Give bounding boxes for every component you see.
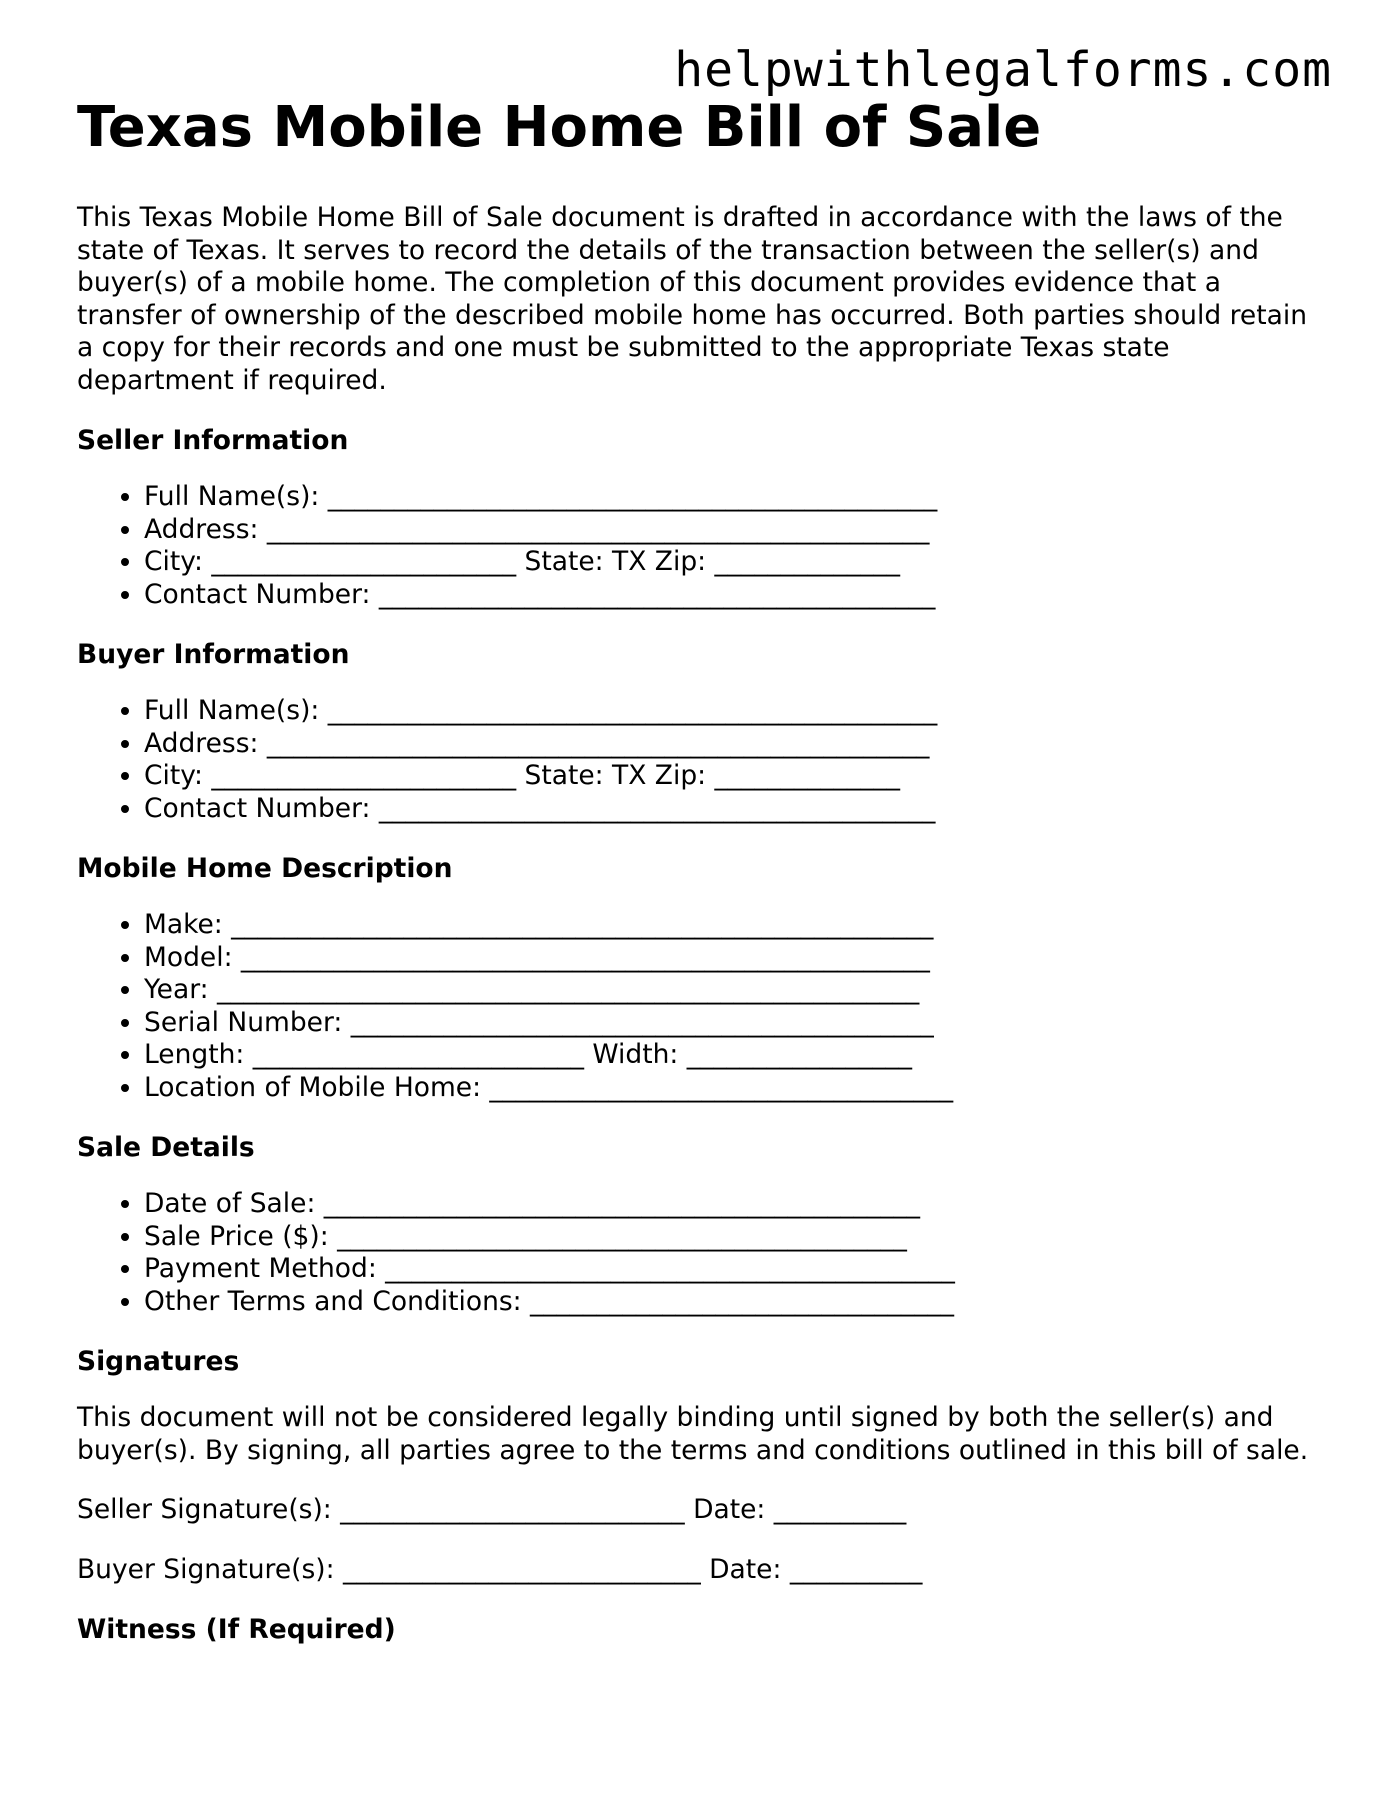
length-width-field[interactable]: • Length: _________________________ Width: _________________ xyxy=(144,1039,1327,1072)
signatures-paragraph: This document will not be considered legally binding until signed by both the seller(s) and buyer(s). By signing, all parties agree to the terms and conditions outlined in this bill of sale. xyxy=(77,1402,1309,1466)
other-terms-field[interactable]: • Other Terms and Conditions: ________________________________ xyxy=(144,1286,1327,1319)
mobile-home-list xyxy=(77,909,1327,1104)
sale-price-field[interactable]: • Sale Price ($): ___________________________________________ xyxy=(144,1221,1327,1254)
intro-paragraph: This Texas Mobile Home Bill of Sale document is drafted in accordance with the laws of the state of Texas. It serves to record the details of the transaction between the seller(s) and buyer(s) of a mobile home. The completion of this document provides evidence that a transfer of ownership of the described mobile home has occurred. Both parties should retain a copy for their records and one must be submitted to the appropriate Texas state department if required. xyxy=(77,202,1307,396)
serial-number-field[interactable]: • Serial Number: ____________________________________________ xyxy=(144,1007,1327,1040)
buyer-list xyxy=(77,695,1327,825)
seller-signature-line[interactable]: Seller Signature(s): __________________________ Date: __________ xyxy=(77,1494,907,1526)
buyer-address-field[interactable]: • Address: __________________________________________________ xyxy=(144,728,1327,761)
mobile-home-heading: Mobile Home Description xyxy=(77,853,453,885)
payment-method-field[interactable]: • Payment Method: ___________________________________________ xyxy=(144,1253,1327,1286)
year-field[interactable]: • Year: _____________________________________________________ xyxy=(144,974,1327,1007)
document-title: Texas Mobile Home Bill of Sale xyxy=(77,95,1042,160)
seller-list xyxy=(77,481,1327,611)
signatures-heading: Signatures xyxy=(77,1346,240,1378)
buyer-full-name-field[interactable]: • Full Name(s): ______________________________________________ xyxy=(144,695,1327,728)
make-field[interactable]: • Make: _____________________________________________________ xyxy=(144,909,1327,942)
seller-heading: Seller Information xyxy=(77,425,349,457)
watermark: helpwithlegalforms.com xyxy=(674,42,1332,98)
seller-address-field[interactable]: • Address: __________________________________________________ xyxy=(144,514,1327,547)
seller-contact-number-field[interactable]: • Contact Number: __________________________________________ xyxy=(144,579,1327,612)
witness-heading: Witness (If Required) xyxy=(77,1614,396,1646)
buyer-city-state-zip-field[interactable]: • City: _______________________ State: TX Zip: ______________ xyxy=(144,760,1327,793)
location-field[interactable]: • Location of Mobile Home: ___________________________________ xyxy=(144,1072,1327,1105)
buyer-heading: Buyer Information xyxy=(77,639,350,671)
seller-city-state-zip-field[interactable]: • City: _______________________ State: TX Zip: ______________ xyxy=(144,546,1327,579)
sale-list xyxy=(77,1188,1327,1318)
sale-heading: Sale Details xyxy=(77,1132,255,1164)
model-field[interactable]: • Model: ____________________________________________________ xyxy=(144,942,1327,975)
seller-full-name-field[interactable]: • Full Name(s): ______________________________________________ xyxy=(144,481,1327,514)
date-of-sale-field[interactable]: • Date of Sale: _____________________________________________ xyxy=(144,1188,1327,1221)
buyer-contact-number-field[interactable]: • Contact Number: __________________________________________ xyxy=(144,793,1327,826)
buyer-signature-line[interactable]: Buyer Signature(s): ___________________________ Date: __________ xyxy=(77,1553,923,1585)
document-page xyxy=(77,96,1327,1670)
